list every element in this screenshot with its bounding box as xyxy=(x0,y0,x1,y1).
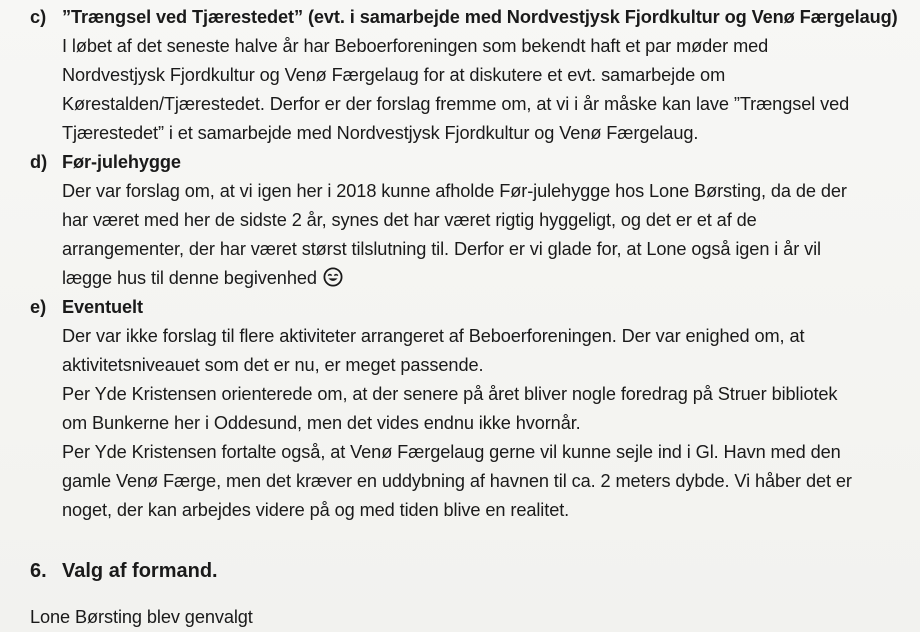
section-e-line-3: Per Yde Kristensen orienterede om, at der senere på året bliver nogle foredrag på Struer bibliotek xyxy=(62,384,838,404)
section-d-title: Før-julehygge xyxy=(62,152,181,172)
section-e-label: e) xyxy=(30,297,47,317)
section-e-title: Eventuelt xyxy=(62,297,143,317)
section-c-line-1: I løbet af det seneste halve år har Beboerforeningen som bekendt haft et par møder med xyxy=(62,36,769,56)
section-e-line-4: om Bunkerne her i Oddesund, men det vides endnu ikke hvornår. xyxy=(62,413,581,433)
smiley-icon xyxy=(323,267,343,287)
section-e-line-1: Der var ikke forslag til flere aktiviteter arrangeret af Beboerforeningen. Der var enighed om, at xyxy=(62,326,805,346)
section-c-line-2: Nordvestjysk Fjordkultur og Venø Færgelaug for at diskutere et evt. samarbejde om xyxy=(62,65,726,85)
section-e-line-6: gamle Venø Færge, men det kræver en uddybning af havnen til ca. 2 meters dybde. Vi håber det er xyxy=(62,471,852,491)
section-6-number: 6. xyxy=(30,560,47,582)
section-d-line-3: arrangementer, der har været størst tilslutning til. Derfor er vi glade for, at Lone også igen i år vil xyxy=(62,239,821,259)
section-e-line-2: aktivitetsniveauet som det er nu, er meget passende. xyxy=(62,355,484,375)
section-d-line-4-wrap xyxy=(62,266,343,290)
section-e-line-5: Per Yde Kristensen fortalte også, at Venø Færgelaug gerne vil kunne sejle ind i Gl. Havn med den xyxy=(62,442,841,462)
section-c-line-4: Tjærestedet” i et samarbejde med Nordvestjysk Fjordkultur og Venø Færgelaug. xyxy=(62,123,699,143)
section-6-title: Valg af formand. xyxy=(62,560,218,582)
section-c-line-3: Kørestalden/Tjærestedet. Derfor er der forslag fremme om, at vi i år måske kan lave ”Trængsel ved xyxy=(62,94,850,114)
section-d-label: d) xyxy=(30,152,48,172)
section-e-line-7: noget, der kan arbejdes videre på og med tiden blive en realitet. xyxy=(62,500,570,520)
section-d-line-2: har været med her de sidste 2 år, synes det har været rigtig hyggeligt, og det er et af de xyxy=(62,210,757,230)
section-d-line-1: Der var forslag om, at vi igen her i 2018 kunne afholde Før-julehygge hos Lone Børsting, da de der xyxy=(62,181,847,201)
section-c-title: ”Trængsel ved Tjærestedet” (evt. i samarbejde med Nordvestjysk Fjordkultur og Venø Færgelaug) xyxy=(62,7,898,27)
section-c-label: c) xyxy=(30,7,47,27)
section-d-line-4: lægge hus til denne begivenhed xyxy=(62,268,317,288)
section-6-text: Lone Børsting blev genvalgt xyxy=(30,607,253,627)
